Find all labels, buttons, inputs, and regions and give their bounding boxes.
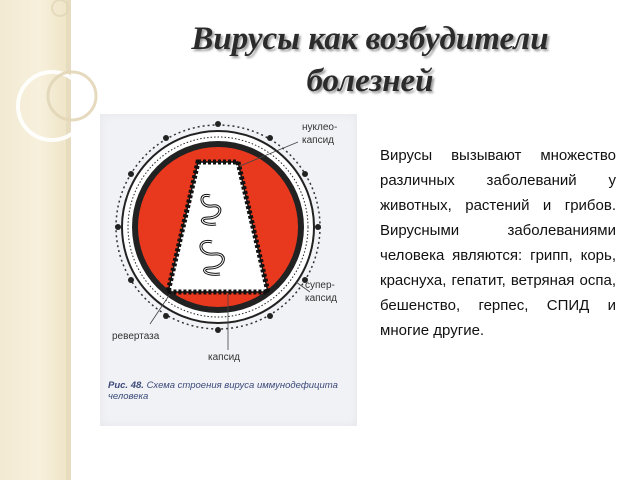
- title-line-1: Вирусы как возбудители: [191, 21, 549, 57]
- figure-caption-number: Рис. 48.: [108, 380, 144, 391]
- label-nucleocapsid-2: капсид: [302, 135, 334, 146]
- slide-title: [130, 18, 610, 102]
- label-capsid: капсид: [208, 352, 240, 363]
- figure-caption: [108, 380, 348, 402]
- figure-caption-text: Схема строения вируса иммунодефицита человека: [108, 380, 338, 402]
- title-line-2: болезней: [306, 63, 434, 99]
- label-nucleocapsid-1: нуклео-: [302, 122, 338, 133]
- label-supercapsid-2: капсид: [305, 293, 337, 304]
- label-supercapsid-1: супер-: [305, 280, 335, 291]
- label-revertase: ревертаза: [112, 331, 160, 342]
- body-text: Вирусы вызывают множество различных заболеваний у животных, растений и грибов. Вирусными заболеваниями человека являются: грипп, корь, краснуха, гепатит, ветряная оспа, бешенство, герпес, СПИД и многие другие.: [380, 147, 616, 339]
- hiv-structure-figure: [100, 114, 357, 426]
